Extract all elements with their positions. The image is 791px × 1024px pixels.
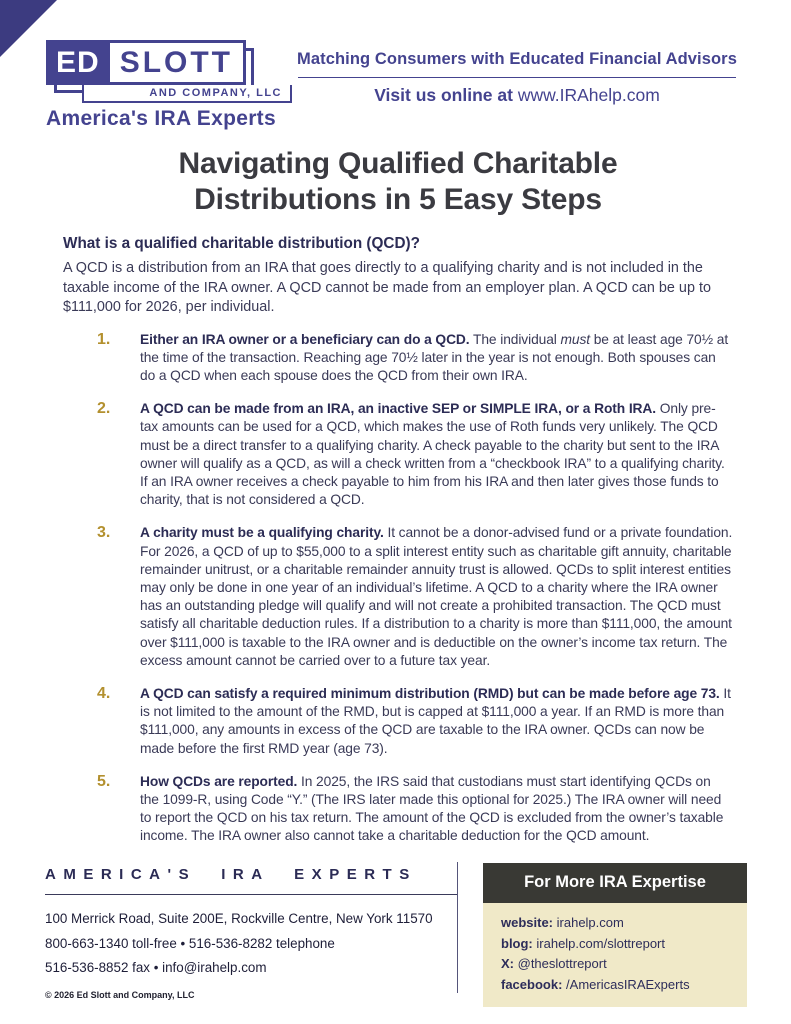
header-tagline: Matching Consumers with Educated Financial Advisors xyxy=(297,50,737,68)
page-title xyxy=(63,146,733,218)
step-1-body-italic: must xyxy=(560,331,590,347)
footer-experts-heading: AMERICA'S IRA EXPERTS xyxy=(45,866,417,883)
header-divider-rule xyxy=(298,77,736,78)
website-link[interactable]: irahelp.com xyxy=(556,915,624,930)
logo-tagline: America's IRA Experts xyxy=(46,107,276,130)
footer-address: 100 Merrick Road, Suite 200E, Rockville Centre, New York 11570 xyxy=(45,911,433,926)
website-label: website: xyxy=(501,915,554,930)
footer-vertical-divider xyxy=(457,862,458,993)
step-5-text xyxy=(140,773,733,846)
header-right xyxy=(296,50,738,106)
step-3 xyxy=(97,524,733,670)
footer-phone-line1: 800-663-1340 toll-free • 516-536-8282 telephone xyxy=(45,935,335,951)
step-1-text xyxy=(140,331,733,386)
intro-heading: What is a qualified charitable distribution (QCD)? xyxy=(63,235,420,252)
logo-ed-text: ED xyxy=(46,40,110,85)
blog-link[interactable]: irahelp.com/slottreport xyxy=(536,935,666,951)
step-4-body: It is not limited to the amount of the RMD, but is capped at $111,000 a year. If an RMD is more than $111,000, any amounts in excess of the QCD are taxable to the IRA owner. QCDs can now be made before the first RMD year (age 73). xyxy=(140,685,731,756)
step-1-body-before: The individual xyxy=(473,331,557,347)
step-5 xyxy=(97,773,733,846)
x-label: X: xyxy=(501,956,514,971)
step-2-body: Only pre-tax amounts can be used for a QCD, which makes the use of Roth funds very unlikely. The QCD must be a direct transfer to a qualifying charity. A check payable to the charity but sent to the IRA owner will qualify as a QCD, as will a check written from a “checkbook IRA” to a qualifying charity. If an IRA owner receives a check payable to him from his IRA and then later gives those funds to charity, that is not considered a QCD. xyxy=(140,401,725,508)
step-5-body: In 2025, the IRS said that custodians must start identifying QCDs on the 1099-R, using Code “Y.” (The IRS later made this optional for 2025.) The IRA owner will need to report the QCD on his tax return. The amount of the QCD is excluded from the owner’s taxable income. The IRA owner also cannot take a charitable deduction for the QCD amount. xyxy=(140,773,724,844)
expertise-facebook-line xyxy=(501,975,737,996)
step-4-lead: A QCD can satisfy a required minimum distribution (RMD) but can be made before age 73. xyxy=(140,685,720,701)
irahelp-url-link[interactable]: www.IRAhelp.com xyxy=(517,85,660,105)
intro-paragraph: A QCD is a distribution from an IRA that goes directly to a qualifying charity and is not included in the taxable income of the IRA owner. A QCD cannot be made from an employer plan. A QCD can be up to $111,000 for 2026, per individual. xyxy=(63,260,711,315)
step-2 xyxy=(97,400,733,509)
step-4 xyxy=(97,685,733,758)
for-more-ira-expertise-box xyxy=(483,863,747,1007)
expertise-x-line xyxy=(501,954,737,975)
expertise-box-body xyxy=(483,903,747,1007)
steps-list xyxy=(63,331,733,846)
visit-online-label: Visit us online at xyxy=(374,85,513,105)
step-2-text xyxy=(140,400,733,509)
step-1-lead: Either an IRA owner or a beneficiary can do a QCD. xyxy=(140,331,470,347)
step-3-number: 3. xyxy=(97,524,111,542)
main-content xyxy=(63,146,733,861)
step-3-body: It cannot be a donor-advised fund or a private foundation. For 2026, a QCD of up to $55,000 to a split interest entity such as charitable gift annuity, charitable remainder unitrust, or a charitable remainder annuity trust is allowed. QCDs to split interest entities may only be done in one year of an individual’s lifetime. A QCD to a charity where the IRA owner has an outstanding pledge will qualify and will not create a prohibited transaction. The QCD must satisfy all charitable deduction rules. If a distribution to a charity is more than $111,000, the amount over $111,000 is taxable to the IRA owner and is deductible on the owner’s income tax return. The excess amount cannot be carried over to a future tax year. xyxy=(140,525,733,668)
step-4-number: 4. xyxy=(97,684,111,702)
step-2-lead: A QCD can be made from an IRA, an inactive SEP or SIMPLE IRA, or a Roth IRA. xyxy=(140,401,657,417)
step-5-lead: How QCDs are reported. xyxy=(140,773,298,789)
facebook-label: facebook: xyxy=(501,976,563,992)
expertise-box-title: For More IRA Expertise xyxy=(483,863,747,903)
step-1 xyxy=(97,331,733,386)
footer-rule xyxy=(45,894,457,895)
step-2-number: 2. xyxy=(97,400,111,418)
page-title-line2: Distributions in 5 Easy Steps xyxy=(194,183,602,216)
step-3-lead: A charity must be a qualifying charity. xyxy=(140,525,384,541)
footer-copyright: © 2026 Ed Slott and Company, LLC xyxy=(45,989,195,1000)
facebook-link[interactable]: /AmericasIRAExperts xyxy=(566,976,690,992)
step-4-text xyxy=(140,685,733,758)
footer-phone-line2[interactable]: 516-536-8852 fax • info@irahelp.com xyxy=(45,960,267,975)
expertise-website-line xyxy=(501,913,737,934)
page-title-line1: Navigating Qualified Charitable xyxy=(178,147,618,180)
visit-online-line xyxy=(296,85,738,106)
ed-slott-logo xyxy=(46,40,292,131)
x-handle-link[interactable]: @theslottreport xyxy=(517,956,607,971)
expertise-blog-line xyxy=(501,934,737,955)
step-3-text xyxy=(140,524,733,670)
footer-contact-lines xyxy=(45,907,457,981)
blog-label: blog: xyxy=(501,935,533,951)
step-1-number: 1. xyxy=(97,330,111,348)
footer-contact-block xyxy=(45,866,457,1000)
logo-boxes xyxy=(46,40,246,85)
step-5-number: 5. xyxy=(97,772,111,790)
logo-slott-text: SLOTT xyxy=(110,40,246,85)
step-1-body-after: be at least age 70½ at the time of the transaction. Reaching age 70½ later in the year is not enough. Both spouses can do a QCD when each spouse does the QCD from their own IRA. xyxy=(140,331,729,383)
logo-company-text: AND COMPANY, LLC xyxy=(82,85,292,103)
